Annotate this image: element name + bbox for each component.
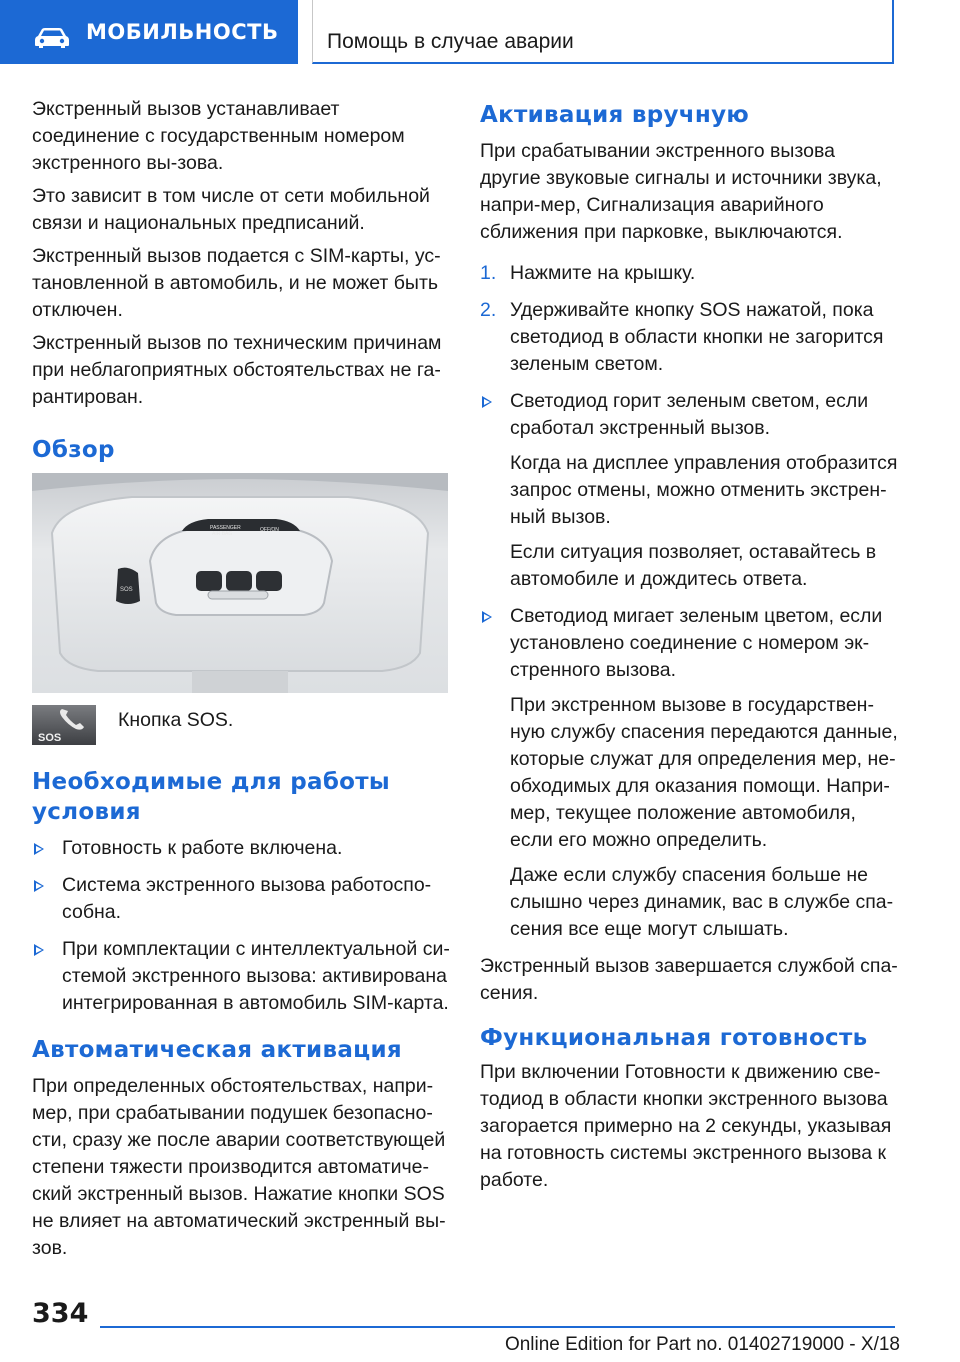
result-list bbox=[480, 388, 900, 943]
step-number: 2. bbox=[480, 299, 497, 321]
bullet-triangle-icon bbox=[482, 396, 492, 408]
list-subparagraph: Даже если службу спасения больше не слышно через динамик, вас в службе спа-сения все еще могут слышать. bbox=[510, 864, 894, 940]
bullet-triangle-icon bbox=[482, 611, 492, 623]
photo-label-airbag: AIR BAG bbox=[212, 531, 233, 537]
list-subparagraph: При экстренном вызове в государствен-ную службу спасения передаются данные, которые служат для определения мер, не-обходимых для оказания помощи. Напри-мер, текущее положение автомобиля, если его можно определить. bbox=[510, 694, 898, 851]
manual-activation-heading: Активация вручную bbox=[480, 102, 750, 128]
list-item: При комплектации с интеллектуальной си-стемой экстренного вызова: активирована интегрированная в автомобиль SIM-карта. bbox=[32, 936, 450, 1017]
car-icon bbox=[34, 27, 70, 49]
overview-heading: Обзор bbox=[32, 437, 115, 463]
intro-paragraph: Экстренный вызов устанавливает соединение с государственным номером экстренного вы-зова. bbox=[32, 98, 405, 174]
step-item: 2. Удерживайте кнопку SOS нажатой, пока светодиод в области кнопки не загорится зеленым светом. bbox=[480, 299, 884, 375]
bullet-triangle-icon bbox=[34, 843, 44, 855]
sos-legend-label: Кнопка SOS. bbox=[118, 709, 234, 731]
list-subparagraph: Когда на дисплее управления отобразится запрос отмены, можно отменить экстрен-ный вызов. bbox=[510, 452, 898, 528]
intro-paragraph: Экстренный вызов подается с SIM-карты, ус-тановленной в автомобиль, и не может быть отключен. bbox=[32, 245, 441, 321]
footer-divider bbox=[100, 1326, 895, 1328]
right-column bbox=[480, 96, 900, 1200]
intro-paragraph: Экстренный вызов по техническим причинам при неблагоприятных обстоятельствах не га-рантирован. bbox=[32, 332, 442, 408]
header-chapter-box bbox=[312, 0, 894, 64]
list-item: Система экстренного вызова работоспо-собна. bbox=[32, 872, 450, 926]
list-item: Светодиод горит зеленым светом, если сработал экстренный вызов. Когда на дисплее управления отобразится запрос отмены, можно отменить экстрен-ный вызов. Если ситуация позволяет, оставайтесь в автомобиле и дождитесь ответа. bbox=[480, 388, 900, 593]
list-subparagraph: Если ситуация позволяет, оставайтесь в автомобиле и дождитесь ответа. bbox=[510, 541, 877, 590]
header-section-tab bbox=[0, 0, 298, 64]
call-end-text: Экстренный вызов завершается службой спа-сения. bbox=[480, 955, 898, 1004]
photo-label-sos: SOS bbox=[120, 587, 133, 593]
page-number: 334 bbox=[32, 1298, 89, 1329]
auto-activation-heading: Автоматическая активация bbox=[32, 1037, 402, 1063]
steps-list bbox=[480, 260, 900, 378]
list-item: Готовность к работе включена. bbox=[32, 835, 450, 862]
sos-button-icon bbox=[32, 705, 96, 745]
bullet-triangle-icon bbox=[34, 880, 44, 892]
intro-paragraph: Это зависит в том числе от сети мобильной связи и национальных предписаний. bbox=[32, 185, 430, 234]
readiness-text: При включении Готовности к движению све-тодиод в области кнопки экстренного вызова загорается примерно на 2 секунды, указывая на готовность системы экстренного вызова к работе. bbox=[480, 1061, 892, 1191]
left-column bbox=[32, 96, 450, 1268]
conditions-list bbox=[32, 835, 450, 1017]
step-number: 1. bbox=[480, 262, 497, 284]
sos-legend bbox=[32, 705, 450, 745]
chapter-title: Помощь в случае аварии bbox=[327, 30, 574, 53]
photo-label-passenger: PASSENGER bbox=[210, 525, 241, 531]
section-title: МОБИЛЬНОСТЬ bbox=[86, 20, 279, 44]
conditions-heading: Необходимые для работы условия bbox=[32, 769, 391, 825]
manual-intro: При срабатывании экстренного вызова другие звуковые сигналы и источники звука, напри-мер, Сигнализация аварийного сближения при парковке, выключаются. bbox=[480, 140, 882, 243]
footer-edition: Online Edition for Part no. 01402719000 - X/18 bbox=[504, 1334, 900, 1355]
bullet-triangle-icon bbox=[34, 944, 44, 956]
sos-icon-text: SOS bbox=[38, 732, 62, 744]
list-item: Светодиод мигает зеленым цветом, если установлено соединение с номером эк-стренного вызова. При экстренном вызове в государствен-ную службу спасения передаются данные, которые служат для определения мер, не-обходимых для оказания помощи. Напри-мер, текущее положение автомобиля, если его можно определить. Даже если службу спасения больше не слышно через динамик, вас в службе спа-сения все еще могут слышать. bbox=[480, 603, 900, 943]
auto-activation-text: При определенных обстоятельствах, напри-мер, при срабатывании подушек безопасно-сти, сразу же после аварии соответствующей степени тяжести производится автоматиче-ский экстренный вызов. Нажатие кнопки SOS не влияет на автоматический экстренный вы-зов. bbox=[32, 1075, 446, 1259]
overhead-console-photo bbox=[32, 473, 448, 693]
photo-label-offon: OFF/ON bbox=[260, 527, 279, 533]
readiness-heading: Функциональная готовность bbox=[480, 1025, 868, 1051]
step-item: 1. Нажмите на крышку. bbox=[480, 260, 900, 287]
